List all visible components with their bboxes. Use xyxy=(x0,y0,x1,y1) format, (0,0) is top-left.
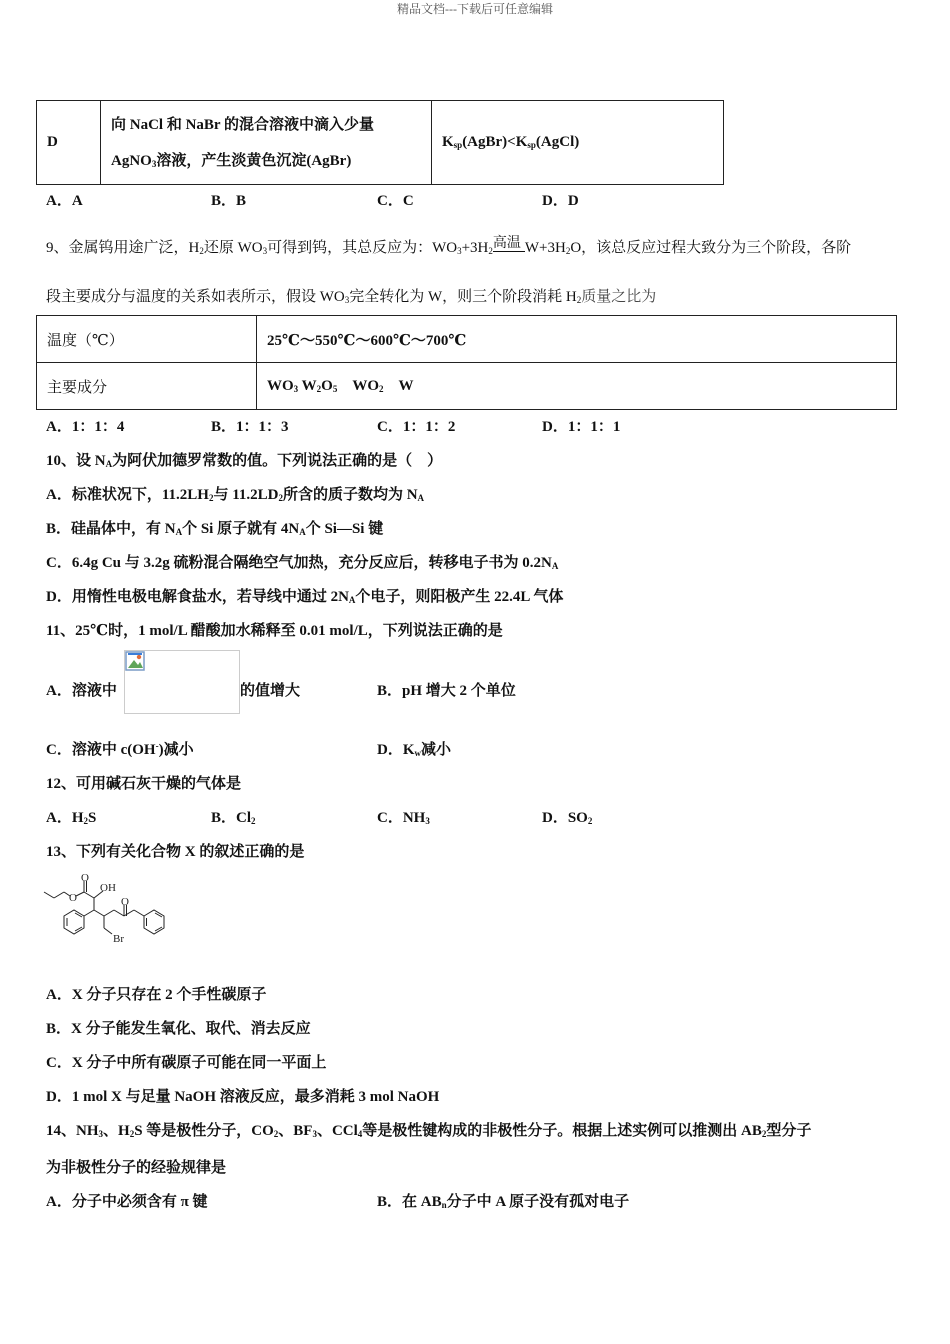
q12-option-c: C．$NH_3$ xyxy=(377,810,430,826)
reaction-condition: 高温 xyxy=(492,236,521,251)
q9-option-d: D．1：1：1 xyxy=(542,419,621,435)
table-cell-label: D xyxy=(37,101,101,185)
q9-option-b: B．1：1：3 xyxy=(211,419,289,435)
q13-option-d: D．1 mol X 与足量 NaOH 溶液反应，最多消耗 3 mol NaOH xyxy=(46,1089,440,1105)
q9-stem-line1: 9、金属钨用途广泛，$H_2$还原 $WO_3$可得到钨，其总反应为：$WO_3+3H_2$ 高温 $W+3H_2O$，该总反应过程大致分为三个阶段，各阶 xyxy=(46,236,851,257)
q8-option-b: B．B xyxy=(211,193,247,209)
q11-option-b: B．pH 增大 2 个单位 xyxy=(377,683,516,699)
broken-image-icon xyxy=(125,651,145,671)
q12-option-b: B．$Cl_2$ xyxy=(211,810,256,826)
compound-x-structure xyxy=(40,872,180,952)
q10-option-c: C．6.4g Cu 与 3.2g 硫粉混合隔绝空气加热，充分反应后，转移电子书为 $0.2N_A$ xyxy=(46,555,559,571)
q9-comp-label: 主要成分 xyxy=(37,363,257,410)
label-o-ketone: O xyxy=(121,896,129,908)
table-cell-conclusion: $K_{sp}(AgBr)<K_{sp}(AgCl)$ xyxy=(432,101,724,185)
q12-stem: 12、可用碱石灰干燥的气体是 xyxy=(46,776,242,792)
q11-option-c: C．溶液中 c(OH-)减小 xyxy=(46,741,194,758)
table-cell-operation xyxy=(101,101,432,185)
q11-option-a-suffix: 的值增大 xyxy=(240,683,301,699)
q9-table xyxy=(36,315,897,410)
q13-option-b: B．X 分子能发生氧化、取代、消去反应 xyxy=(46,1021,311,1037)
q14-option-a: A．分子中必须含有 π 键 xyxy=(46,1194,208,1210)
q9-temp-value: 25℃～550℃～600℃～700℃ xyxy=(257,316,897,363)
label-o-ester: O xyxy=(69,892,77,904)
reaction-arrow xyxy=(493,251,525,252)
q9-temp-label: 温度（℃） xyxy=(37,316,257,363)
q10-option-b: B．硅晶体中，有 $N_A$个 Si 原子就有 $4N_A$个 Si—Si 键 xyxy=(46,521,384,537)
q14-stem-line2: 为非极性分子的经验规律是 xyxy=(46,1160,227,1176)
q12-option-a: A．$H_2S$ xyxy=(46,810,97,826)
q8-option-d: D．D xyxy=(542,193,579,209)
q8-option-a: A．A xyxy=(46,193,83,209)
operation-line2: AgNO$_3$溶液，产生淡黄色沉淀(AgBr) xyxy=(111,152,352,169)
q10-option-d: D．用惰性电极电解食盐水，若导线中通过 $2N_A$个电子，则阳极产生 22.4L 气体 xyxy=(46,589,564,605)
operation-line1: 向 NaCl 和 NaBr 的混合溶液中滴入少量 xyxy=(111,116,375,133)
q13-option-c: C．X 分子中所有碳原子可能在同一平面上 xyxy=(46,1055,327,1071)
q9-stem-line2: 段主要成分与温度的关系如表所示，假设 $WO_3$完全转化为 W，则三个阶段消耗 $H_2$质量之比为 xyxy=(46,289,657,305)
label-o-carbonyl: O xyxy=(81,872,89,884)
q14-option-b: B．在 $AB_n$分子中 A 原子没有孤对电子 xyxy=(377,1194,630,1210)
q11-option-a-prefix: A．溶液中 xyxy=(46,683,117,699)
q13-stem: 13、下列有关化合物 X 的叙述正确的是 xyxy=(46,844,305,860)
q9-option-a: A．1：1：4 xyxy=(46,419,125,435)
q9-comp-value: $WO_3$ $W_2O_5$ $WO_2$ W xyxy=(257,363,897,410)
q10-option-a: A．标准状况下，$11.2LH_2$与 $11.2LD_2$所含的质子数均为 $N_A$ xyxy=(46,487,425,503)
q13-option-a: A．X 分子只存在 2 个手性碳原子 xyxy=(46,987,267,1003)
label-br: Br xyxy=(113,933,124,945)
page-header: 精品文档---下载后可任意编辑 xyxy=(397,2,553,16)
q11-stem: 11、25℃时，1 mol/L 醋酸加水稀释至 0.01 mol/L，下列说法正确的是 xyxy=(46,623,503,639)
q14-stem-line1: 14、$NH_3$、$H_2S$ 等是极性分子，$CO_2$、$BF_3$、CCl$_4$等是极性键构成的非极性分子。根据上述实例可以推测出 $AB_2$型分子 xyxy=(46,1123,812,1139)
q10-stem: 10、设 $N_A$为阿伏加德罗常数的值。下列说法正确的是（ ） xyxy=(46,453,443,469)
answer-table xyxy=(36,100,724,185)
q12-option-d: D．$SO_2$ xyxy=(542,810,593,826)
q8-option-c: C．C xyxy=(377,193,414,209)
q11-option-d: D．$K_w$减小 xyxy=(377,742,452,758)
q9-option-c: C．1：1：2 xyxy=(377,419,456,435)
label-oh: OH xyxy=(100,882,116,894)
